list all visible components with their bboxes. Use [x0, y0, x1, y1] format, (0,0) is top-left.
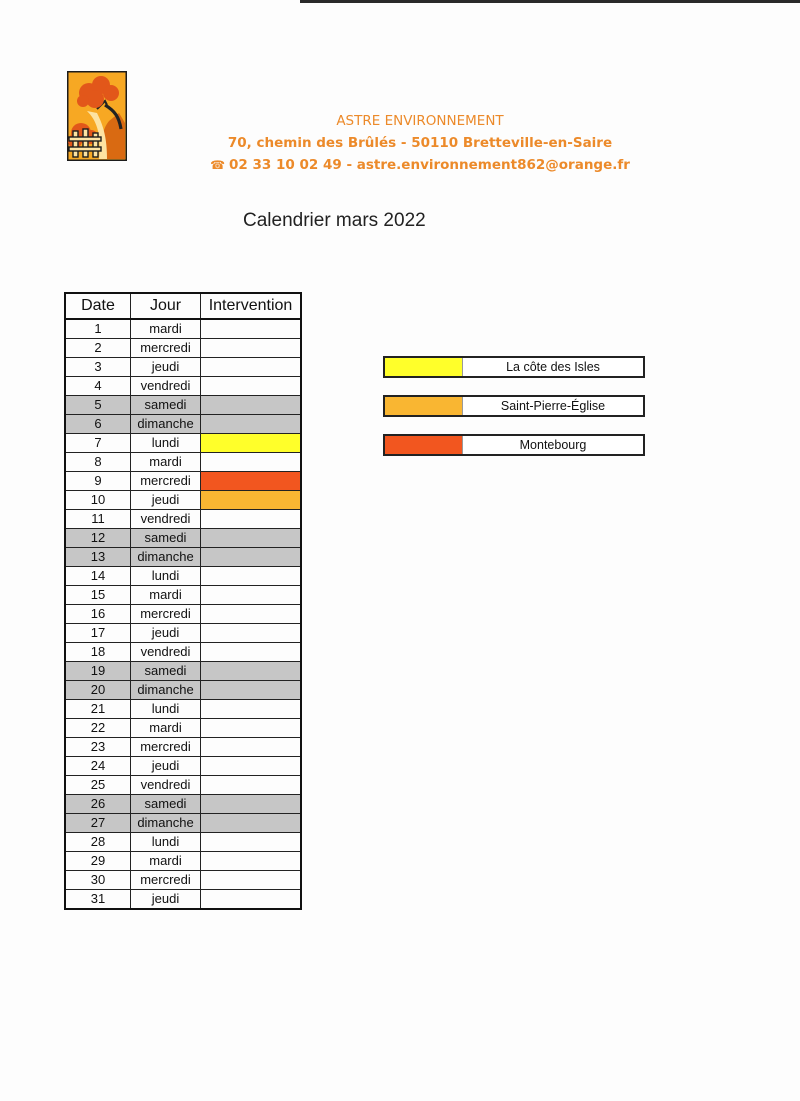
jour-cell: jeudi [131, 890, 201, 910]
intervention-cell [201, 719, 302, 738]
intervention-cell [201, 662, 302, 681]
intervention-cell [201, 529, 302, 548]
table-row [65, 377, 301, 396]
intervention-cell [201, 358, 302, 377]
table-row [65, 548, 301, 567]
table-row [65, 472, 301, 491]
table-row [65, 567, 301, 586]
legend-swatch [385, 358, 463, 376]
jour-cell: mercredi [131, 871, 201, 890]
legend-item-yellow [383, 356, 645, 378]
company-header [200, 110, 640, 176]
legend-label: Montebourg [519, 438, 587, 452]
date-cell: 6 [65, 415, 131, 434]
tree-fence-logo-icon [67, 71, 127, 161]
jour-cell: mardi [131, 453, 201, 472]
intervention-cell [201, 890, 302, 910]
intervention-cell [201, 757, 302, 776]
date-cell: 3 [65, 358, 131, 377]
table-row [65, 700, 301, 719]
date-cell: 25 [65, 776, 131, 795]
company-contact: 02 33 10 02 49 - astre.environnement862@orange.fr [229, 157, 630, 173]
date-cell: 2 [65, 339, 131, 358]
table-row [65, 624, 301, 643]
date-cell: 23 [65, 738, 131, 757]
company-name: ASTRE ENVIRONNEMENT [336, 113, 504, 129]
table-row [65, 852, 301, 871]
table-row [65, 681, 301, 700]
table-row [65, 776, 301, 795]
table-row [65, 358, 301, 377]
date-cell: 18 [65, 643, 131, 662]
date-cell: 16 [65, 605, 131, 624]
date-cell: 19 [65, 662, 131, 681]
intervention-cell [201, 605, 302, 624]
intervention-cell [201, 624, 302, 643]
phone-icon: ☎ [210, 158, 226, 172]
date-cell: 10 [65, 491, 131, 510]
jour-cell: lundi [131, 567, 201, 586]
jour-cell: samedi [131, 795, 201, 814]
table-row [65, 453, 301, 472]
table-row [65, 871, 301, 890]
column-header-date: Date [65, 293, 131, 319]
intervention-cell [201, 510, 302, 529]
intervention-cell [201, 681, 302, 700]
date-cell: 26 [65, 795, 131, 814]
table-row [65, 757, 301, 776]
date-cell: 28 [65, 833, 131, 852]
jour-cell: mardi [131, 852, 201, 871]
date-cell: 31 [65, 890, 131, 910]
date-cell: 21 [65, 700, 131, 719]
table-row [65, 643, 301, 662]
intervention-cell [201, 453, 302, 472]
jour-cell: vendredi [131, 510, 201, 529]
table-row [65, 319, 301, 339]
intervention-cell [201, 833, 302, 852]
intervention-cell [201, 377, 302, 396]
intervention-cell [201, 319, 302, 339]
table-row [65, 434, 301, 453]
table-row [65, 890, 301, 910]
table-row [65, 738, 301, 757]
jour-cell: lundi [131, 434, 201, 453]
date-cell: 4 [65, 377, 131, 396]
date-cell: 17 [65, 624, 131, 643]
jour-cell: dimanche [131, 548, 201, 567]
jour-cell: vendredi [131, 377, 201, 396]
company-address: 70, chemin des Brûlés - 50110 Bretteville-en-Saire [227, 135, 613, 151]
date-cell: 7 [65, 434, 131, 453]
table-row [65, 510, 301, 529]
table-row [65, 415, 301, 434]
legend-label: La côte des Isles [506, 360, 600, 374]
intervention-cell [201, 339, 302, 358]
legend-swatch [385, 436, 463, 454]
date-cell: 1 [65, 319, 131, 339]
calendar-body [65, 319, 301, 909]
table-row [65, 339, 301, 358]
legend-item-orange [383, 395, 645, 417]
table-row [65, 795, 301, 814]
jour-cell: mercredi [131, 738, 201, 757]
jour-cell: jeudi [131, 757, 201, 776]
jour-cell: mercredi [131, 339, 201, 358]
jour-cell: jeudi [131, 624, 201, 643]
intervention-cell [201, 852, 302, 871]
jour-cell: lundi [131, 833, 201, 852]
intervention-cell [201, 472, 302, 491]
jour-cell: dimanche [131, 415, 201, 434]
jour-cell: mardi [131, 319, 201, 339]
intervention-cell [201, 586, 302, 605]
jour-cell: samedi [131, 396, 201, 415]
legend-item-red [383, 434, 645, 456]
date-cell: 11 [65, 510, 131, 529]
column-header-jour: Jour [131, 293, 201, 319]
date-cell: 29 [65, 852, 131, 871]
jour-cell: lundi [131, 700, 201, 719]
jour-cell: vendredi [131, 776, 201, 795]
jour-cell: jeudi [131, 358, 201, 377]
jour-cell: jeudi [131, 491, 201, 510]
table-row [65, 586, 301, 605]
date-cell: 13 [65, 548, 131, 567]
jour-cell: mercredi [131, 472, 201, 491]
column-header-intervention: Intervention [201, 293, 302, 319]
intervention-cell [201, 871, 302, 890]
date-cell: 15 [65, 586, 131, 605]
table-row [65, 719, 301, 738]
legend-swatch [385, 397, 463, 415]
date-cell: 14 [65, 567, 131, 586]
date-cell: 5 [65, 396, 131, 415]
table-row [65, 396, 301, 415]
date-cell: 24 [65, 757, 131, 776]
intervention-cell [201, 567, 302, 586]
jour-cell: dimanche [131, 814, 201, 833]
company-contact-line [200, 154, 640, 176]
jour-cell: samedi [131, 662, 201, 681]
legend-label: Saint-Pierre-Église [500, 399, 606, 413]
scan-top-edge [300, 0, 800, 3]
jour-cell: vendredi [131, 643, 201, 662]
intervention-cell [201, 643, 302, 662]
intervention-cell [201, 700, 302, 719]
intervention-cell [201, 434, 302, 453]
table-row [65, 833, 301, 852]
jour-cell: mardi [131, 719, 201, 738]
date-cell: 9 [65, 472, 131, 491]
jour-cell: samedi [131, 529, 201, 548]
jour-cell: mercredi [131, 605, 201, 624]
table-row [65, 662, 301, 681]
intervention-cell [201, 738, 302, 757]
table-row [65, 491, 301, 510]
table-row [65, 529, 301, 548]
date-cell: 20 [65, 681, 131, 700]
intervention-cell [201, 548, 302, 567]
table-header-row [65, 293, 301, 319]
intervention-cell [201, 396, 302, 415]
date-cell: 8 [65, 453, 131, 472]
intervention-cell [201, 491, 302, 510]
date-cell: 22 [65, 719, 131, 738]
date-cell: 30 [65, 871, 131, 890]
table-row [65, 814, 301, 833]
jour-cell: mardi [131, 586, 201, 605]
date-cell: 27 [65, 814, 131, 833]
date-cell: 12 [65, 529, 131, 548]
intervention-cell [201, 415, 302, 434]
intervention-cell [201, 795, 302, 814]
jour-cell: dimanche [131, 681, 201, 700]
table-row [65, 605, 301, 624]
intervention-cell [201, 776, 302, 795]
calendar-table [64, 292, 302, 910]
intervention-cell [201, 814, 302, 833]
page-title: Calendrier mars 2022 [243, 210, 426, 231]
